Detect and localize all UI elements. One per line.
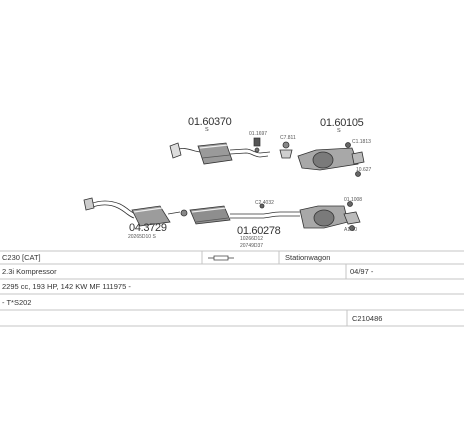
upper-inlet-flange <box>170 143 181 158</box>
body-type-cell: Stationwagon <box>285 253 331 262</box>
lower-front-pipe <box>90 201 136 214</box>
model-cell: C230 [CAT] <box>2 253 41 262</box>
small-part-label: 01.1697 <box>249 131 268 137</box>
date-cell: 04/97 - <box>350 267 374 276</box>
part-number-04-3729: 04.3729 <box>129 222 167 234</box>
connector-part <box>280 142 292 158</box>
chassis-cell: - T*S202 <box>2 298 32 307</box>
reference-cell: C210486 <box>352 314 383 323</box>
vehicle-icon <box>208 256 234 260</box>
clamp-part <box>254 138 260 152</box>
part-number-01-60278: 01.60278 <box>237 225 281 237</box>
middle-pipe <box>230 212 300 214</box>
part-number-01-60105: 01.60105 <box>320 117 364 129</box>
small-part-label: 10.627 <box>356 167 372 173</box>
lower-flange <box>84 198 94 210</box>
part-sub-ref: 10266D12 <box>240 236 264 242</box>
small-part-label: C2.4032 <box>255 200 274 206</box>
small-part-label: A1.10 <box>344 227 358 233</box>
small-part-label: C7.811 <box>280 135 296 141</box>
part-sub-ref: 20749D37 <box>240 243 264 249</box>
engine-cell: 2.3i Kompressor <box>2 267 57 276</box>
part-suffix: S <box>337 128 341 134</box>
part-number-01-60370: 01.60370 <box>188 116 232 128</box>
part-suffix: S <box>205 127 209 133</box>
specs-cell: 2295 cc, 193 HP, 142 KW MF 111975 - <box>2 282 131 291</box>
upper-pipe-2 <box>230 149 270 153</box>
part-sub-ref: 20265D10 S <box>128 234 156 240</box>
small-part-label: 01.1008 <box>344 197 363 203</box>
small-part-label: C1.1813 <box>352 139 371 145</box>
